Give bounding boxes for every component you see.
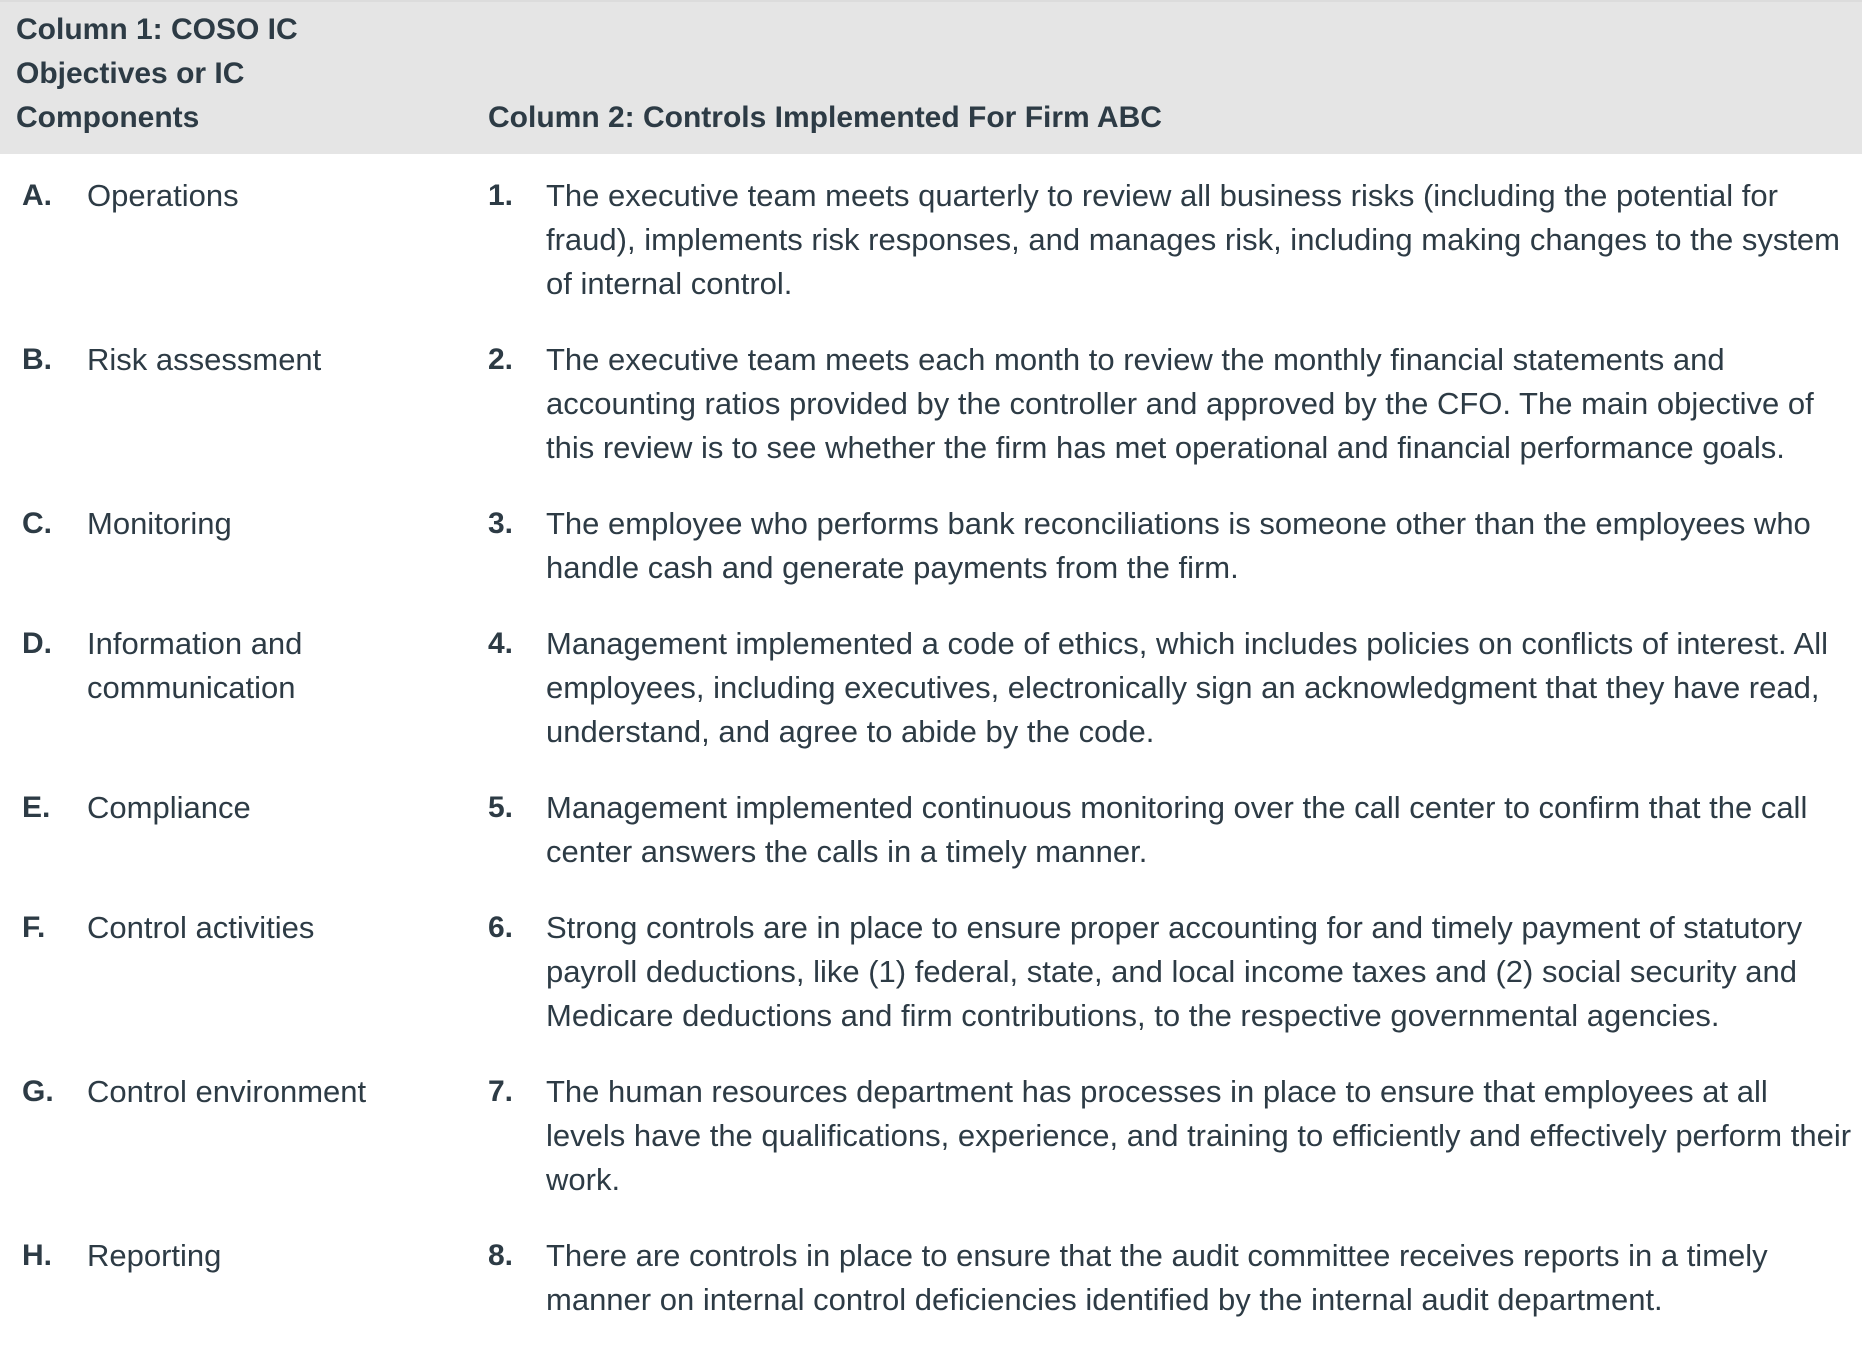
control-description: There are controls in place to ensure that the audit committee receives reports in a timely manner on internal control deficiencies identified by the internal audit department. (546, 1238, 1768, 1317)
component-letter: H. (22, 1239, 52, 1272)
component-label: Control environment (87, 1074, 367, 1109)
control-description: Management implemented continuous monitoring over the call center to confirm that the call center answers the calls in a timely manner. (546, 790, 1808, 869)
component-letter: A. (22, 179, 52, 212)
control-description: The human resources department has processes in place to ensure that employees at all levels have the qualifications, experience, and training to efficiently and effectively perform their work. (546, 1074, 1852, 1197)
control-description: The employee who performs bank reconciliations is someone other than the employees who handle cash and generate payments from the firm. (546, 506, 1811, 585)
control-number: 3. (488, 507, 514, 540)
control-number: 4. (488, 627, 514, 660)
component-label: Monitoring (87, 506, 232, 541)
component-letter: B. (22, 343, 52, 376)
table-header (0, 0, 1862, 154)
control-number: 2. (488, 343, 514, 376)
column-1-heading: Column 1: COSO IC Objectives or IC Components (16, 13, 298, 134)
control-number: 7. (488, 1075, 514, 1108)
control-number: 5. (488, 791, 514, 824)
control-description: The executive team meets quarterly to review all business risks (including the potential for fraud), implements risk responses, and manages risk, including making changes to the system of internal control. (546, 178, 1840, 301)
component-label: Reporting (87, 1238, 222, 1273)
component-letter: E. (22, 791, 51, 824)
component-label: Compliance (87, 790, 251, 825)
component-label: Risk assessment (87, 342, 322, 377)
column-2-heading: Column 2: Controls Implemented For Firm ABC (488, 101, 1162, 134)
control-number: 6. (488, 911, 514, 944)
control-description: Management implemented a code of ethics, which includes policies on conflicts of interest. All employees, including executives, electronically sign an acknowledgment that they have read, understand, and agree to abide by the code. (546, 626, 1829, 749)
component-label: Control activities (87, 910, 315, 945)
component-label: Operations (87, 178, 239, 213)
component-letter: C. (22, 507, 52, 540)
control-number: 8. (488, 1239, 514, 1272)
component-letter: F. (22, 911, 46, 944)
control-number: 1. (488, 179, 514, 212)
component-letter: D. (22, 627, 52, 660)
control-description: The executive team meets each month to review the monthly financial statements and accounting ratios provided by the controller and approved by the CFO. The main objective of this review is to see whether the firm has met operational and financial performance goals. (546, 342, 1814, 465)
component-letter: G. (22, 1075, 54, 1108)
component-label: Information and communication (87, 626, 303, 705)
control-description: Strong controls are in place to ensure proper accounting for and timely payment of statutory payroll deductions, like (1) federal, state, and local income taxes and (2) social security and Medicare deductions and firm contributions, to the respective governmental agencies. (546, 910, 1803, 1033)
